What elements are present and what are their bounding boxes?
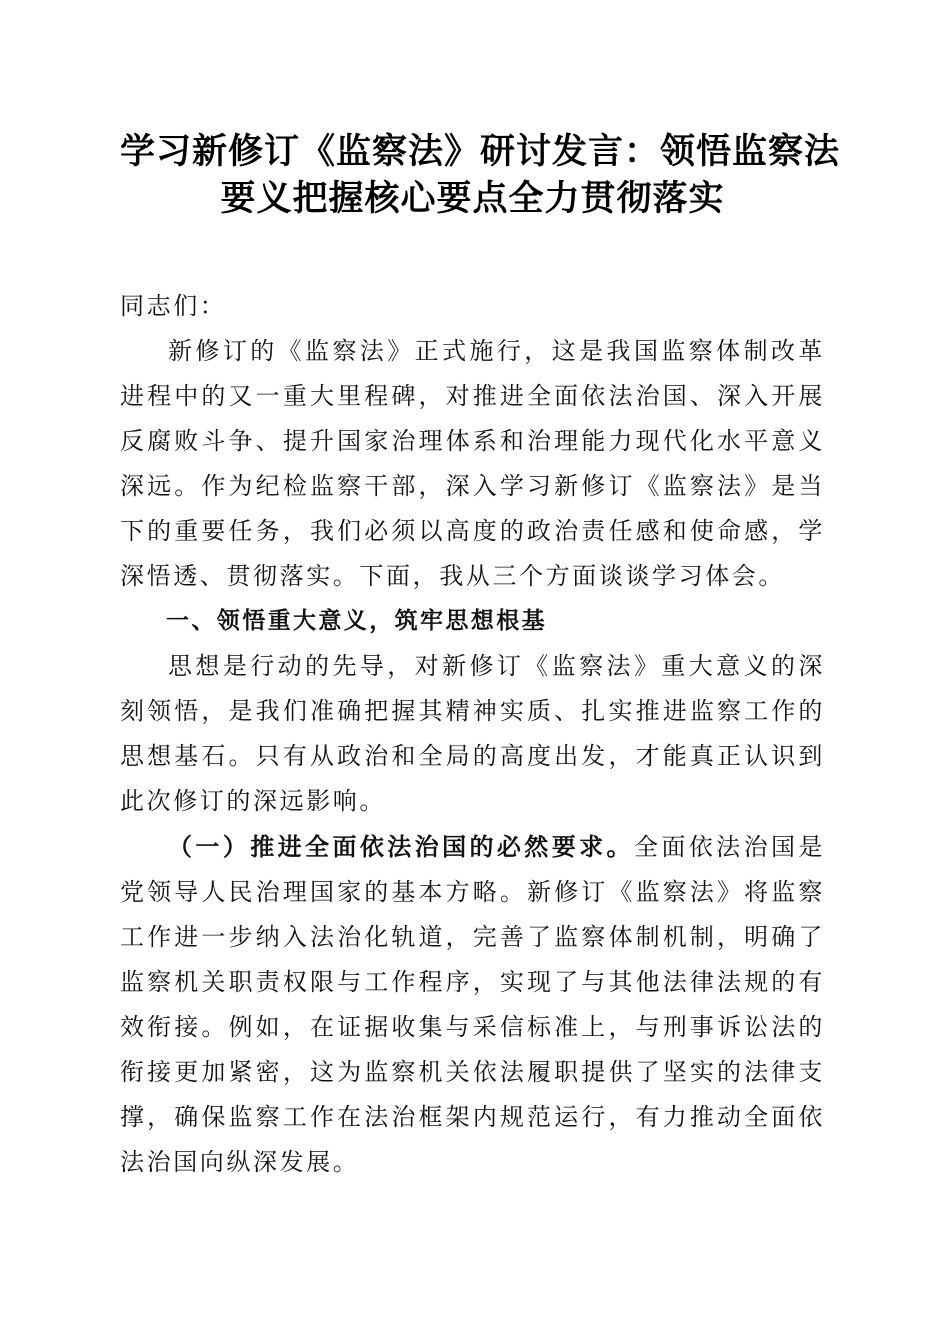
section-1-paragraph: 思想是行动的先导，对新修订《监察法》重大意义的深刻领悟，是我们准确把握其精神实质、扎实推进监察工作的思想基石。只有从政治和全局的高度出发，才能真正认识到此次修订的深远影响。 <box>120 652 825 815</box>
subsection-1-lead: （一）推进全面依法治国的必然要求。 <box>168 832 634 861</box>
section-1-heading: 一、领悟重大意义，筑牢思想根基 <box>166 608 547 634</box>
subsection-1-text: 全面依法治国是党领导人民治理国家的基本方略。新修订《监察法》将监察工作进一步纳入法治化轨道，完善了监察体制机制，明确了监察机关职责权限与工作程序，实现了与其他法律法规的有效衔接。例如，在证据收集与采信标准上，与刑事诉讼法的衔接更加紧密，这为监察机关依法履职提供了坚实的法律支撑，确保监察工作在法治框架内规范运行，有力推动全面依法治国向纵深发展。 <box>120 833 826 1176</box>
document-title <box>120 128 841 222</box>
salutation: 同志们： <box>120 292 227 320</box>
subsection-1-paragraph <box>120 824 825 1185</box>
document-body <box>120 284 825 1185</box>
title-line-1: 学习新修订《监察法》研讨发言：领悟监察法 <box>120 131 841 172</box>
title-line-2: 要义把握核心要点全力贯彻落实 <box>220 178 725 219</box>
document-page <box>120 128 841 1185</box>
intro-paragraph: 新修订的《监察法》正式施行，这是我国监察体制改革进程中的又一重大里程碑，对推进全面依法治国、深入开展反腐败斗争、提升国家治理体系和治理能力现代化水平意义深远。作为纪检监察干部，深入学习新修订《监察法》是当下的重要任务，我们必须以高度的政治责任感和使命感，学深悟透、贯彻落实。下面，我从三个方面谈谈学习体会。 <box>120 337 825 590</box>
